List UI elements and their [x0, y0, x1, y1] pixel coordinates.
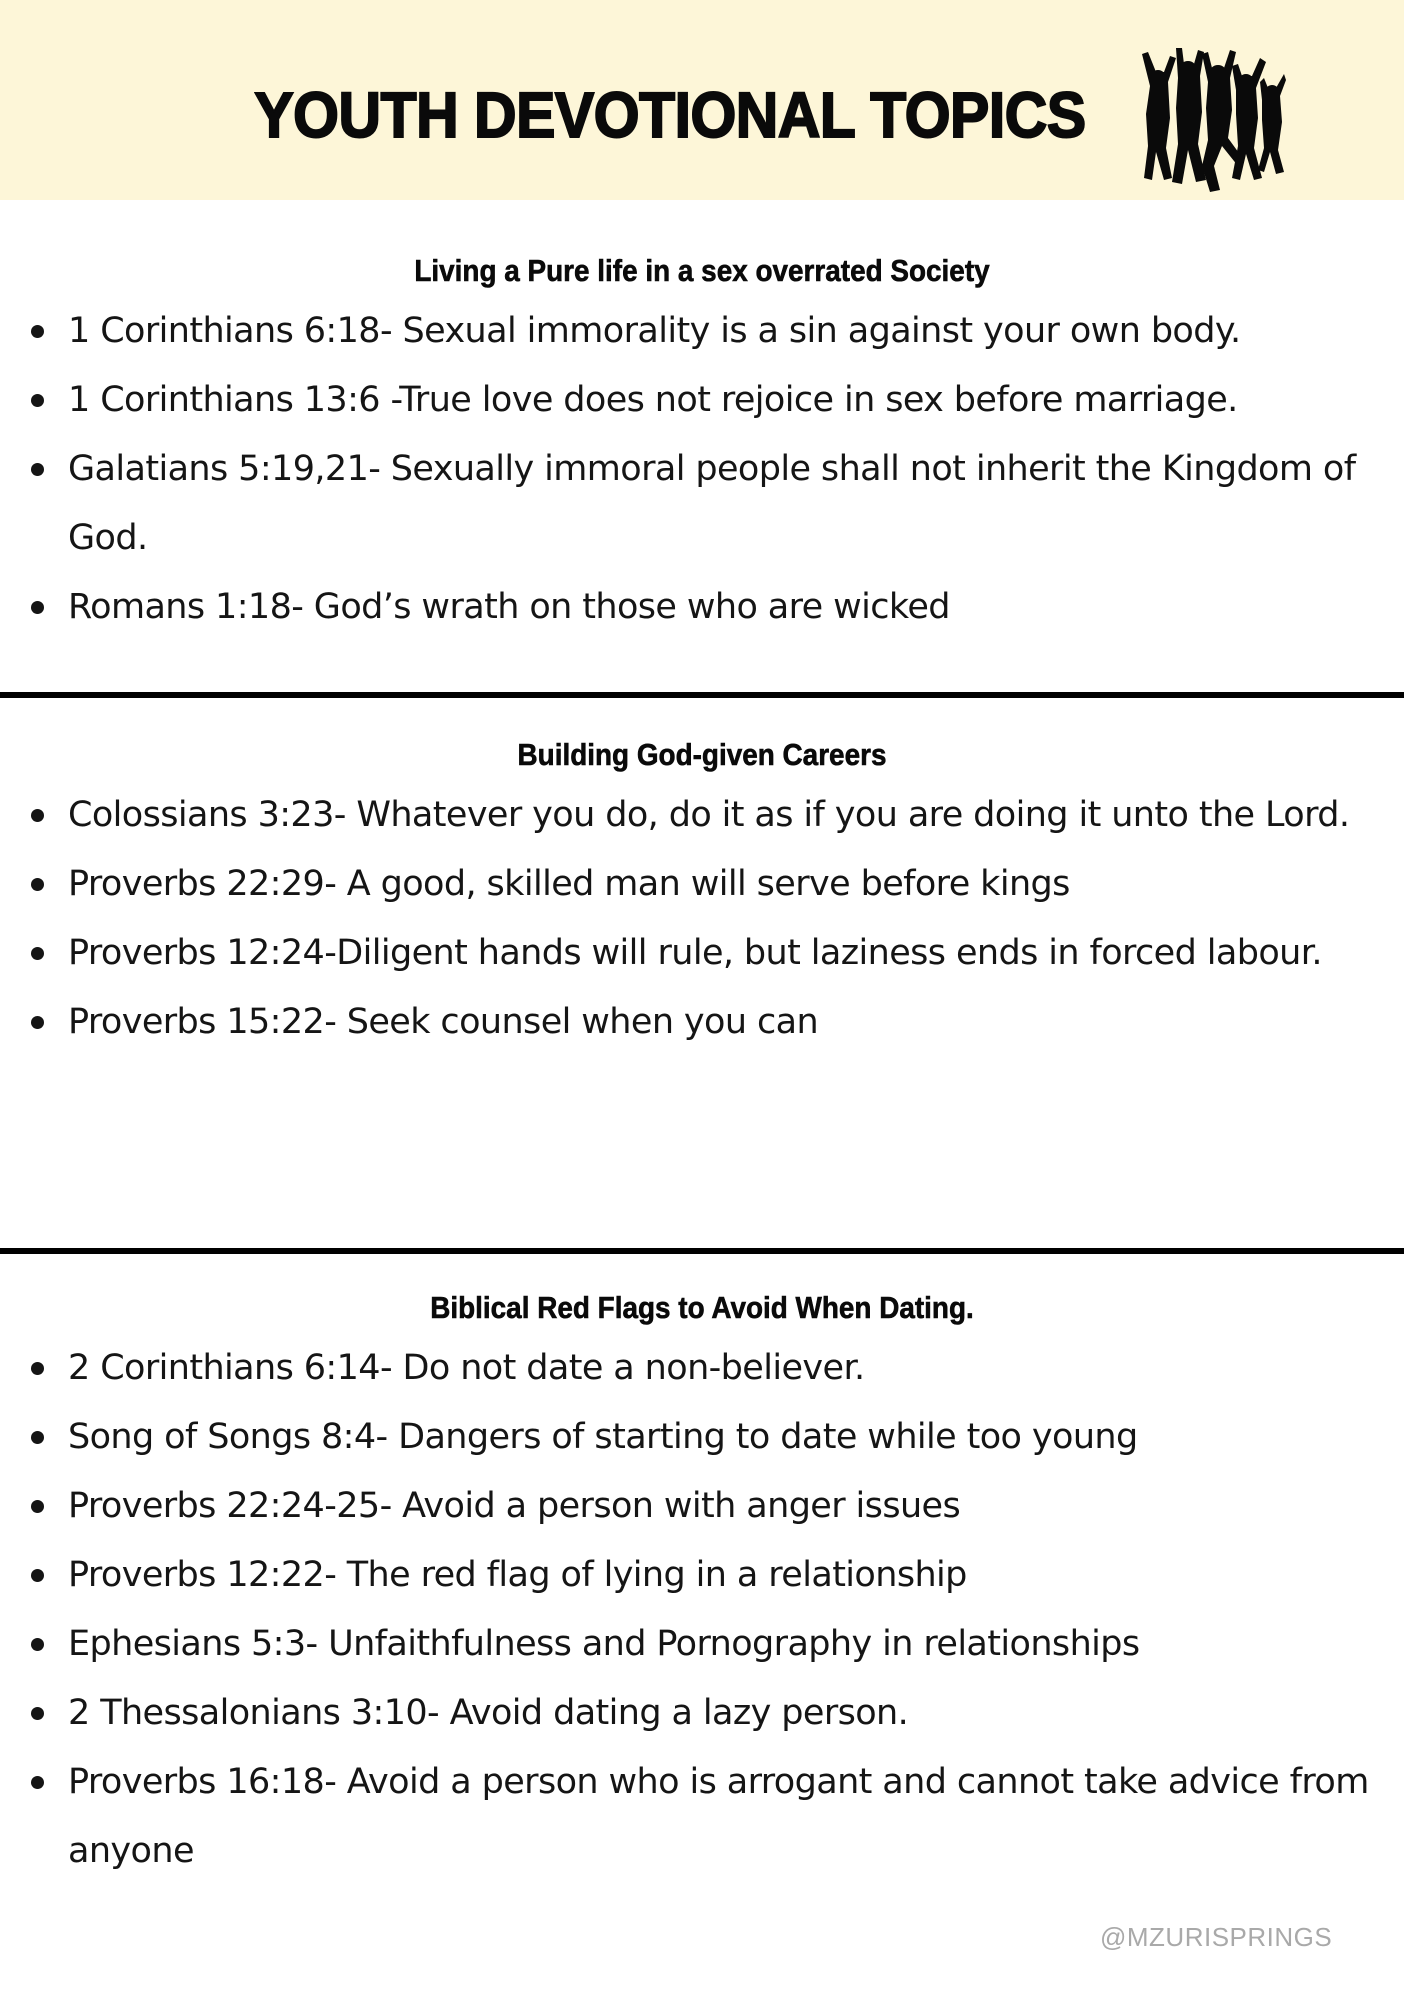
- bullet-icon: [31, 1638, 44, 1651]
- verse-text: Proverbs 22:24-25- Avoid a person with anger issues: [68, 1486, 961, 1526]
- page-title: YOUTH DEVOTIONAL TOPICS: [254, 79, 1086, 151]
- list-item: [0, 1610, 1404, 1679]
- bullet-icon: [31, 1362, 44, 1375]
- bullet-icon: [31, 809, 44, 822]
- verse-text: Colossians 3:23- Whatever you do, do it as if you are doing it unto the Lord.: [68, 795, 1350, 835]
- list-item: [0, 850, 1404, 919]
- bullet-icon: [31, 1776, 44, 1789]
- list-item: [0, 1748, 1404, 1886]
- watermark-handle: @MZURISPRINGS: [1100, 1922, 1333, 1952]
- section-purity: [0, 253, 1404, 642]
- section-heading: Building God-given Careers: [517, 737, 887, 772]
- bullet-icon: [31, 394, 44, 407]
- header-banner: [0, 0, 1404, 200]
- bullet-icon: [31, 463, 44, 476]
- section-careers: [0, 737, 1404, 1057]
- bullet-icon: [31, 601, 44, 614]
- list-item: [0, 573, 1404, 642]
- list-item: [0, 1472, 1404, 1541]
- verse-text: Ephesians 5:3- Unfaithfulness and Pornography in relationships: [68, 1624, 1140, 1664]
- bullet-icon: [31, 1500, 44, 1513]
- list-item: [0, 1541, 1404, 1610]
- verse-text: 1 Corinthians 13:6 -True love does not rejoice in sex before marriage.: [68, 380, 1238, 420]
- bullet-icon: [31, 878, 44, 891]
- verse-text: Proverbs 22:29- A good, skilled man will serve before kings: [68, 864, 1070, 904]
- bullet-icon: [31, 1569, 44, 1582]
- verse-text: Song of Songs 8:4- Dangers of starting to date while too young: [68, 1417, 1138, 1457]
- verse-text: 1 Corinthians 6:18- Sexual immorality is a sin against your own body.: [68, 311, 1241, 351]
- verse-list: [0, 781, 1404, 1057]
- list-item: [0, 919, 1404, 988]
- verse-text: 2 Corinthians 6:14- Do not date a non-believer.: [68, 1348, 865, 1388]
- section-dating-red-flags: [0, 1290, 1404, 1886]
- list-item: [0, 781, 1404, 850]
- list-item: [0, 1403, 1404, 1472]
- bullet-icon: [31, 1016, 44, 1029]
- section-divider: [0, 1248, 1404, 1254]
- verse-text: 2 Thessalonians 3:10- Avoid dating a lazy person.: [68, 1693, 909, 1733]
- verse-text: Proverbs 16:18- Avoid a person who is arrogant and cannot take advice from anyone: [68, 1762, 1369, 1871]
- section-heading: Living a Pure life in a sex overrated Society: [414, 253, 990, 288]
- list-item: [0, 988, 1404, 1057]
- list-item: [0, 297, 1404, 366]
- section-heading: Biblical Red Flags to Avoid When Dating.: [430, 1290, 974, 1325]
- verse-text: Romans 1:18- God’s wrath on those who are wicked: [68, 587, 950, 627]
- verse-text: Proverbs 12:24-Diligent hands will rule, but laziness ends in forced labour.: [68, 933, 1322, 973]
- verse-text: Proverbs 15:22- Seek counsel when you can: [68, 1002, 819, 1042]
- bullet-icon: [31, 1431, 44, 1444]
- list-item: [0, 1679, 1404, 1748]
- verse-text: Galatians 5:19,21- Sexually immoral people shall not inherit the Kingdom of God.: [68, 449, 1356, 558]
- section-divider: [0, 692, 1404, 698]
- verse-text: Proverbs 12:22- The red flag of lying in a relationship: [68, 1555, 967, 1595]
- verse-list: [0, 297, 1404, 642]
- bullet-icon: [31, 947, 44, 960]
- verse-list: [0, 1334, 1404, 1886]
- list-item: [0, 435, 1404, 573]
- jumping-people-silhouette-icon: [1136, 48, 1286, 196]
- list-item: [0, 1334, 1404, 1403]
- bullet-icon: [31, 1707, 44, 1720]
- list-item: [0, 366, 1404, 435]
- bullet-icon: [31, 325, 44, 338]
